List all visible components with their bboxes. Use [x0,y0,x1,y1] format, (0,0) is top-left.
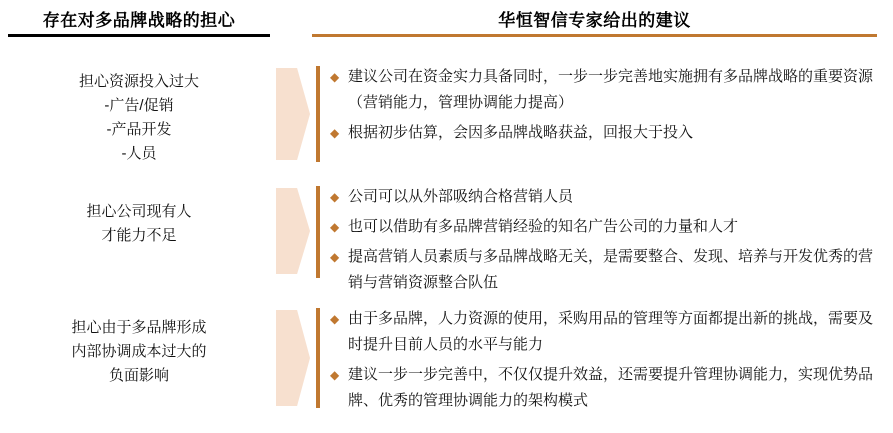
list-item [330,362,882,414]
arrow-icon [276,310,310,406]
content-row [0,58,893,174]
accent-bar [316,66,320,162]
diamond-bullet-icon: ◆ [330,70,340,84]
diamond-bullet-icon: ◆ [330,190,340,204]
advice-text: 根据初步估算，会因多品牌战略获益，回报大于投入 [348,124,694,141]
list-item [330,244,882,296]
list-item [330,120,882,146]
concern-text: 担心公司现有人 才能力不足 [86,203,192,244]
diamond-bullet-icon: ◆ [330,250,340,264]
arrow-icon [276,68,310,160]
concern-text: 担心由于多品牌形成 内部协调成本过大的 负面影响 [71,319,207,384]
content-row [0,300,893,425]
concern-text: 担心资源投入过大 -广告/促销 -产品开发 -人员 [78,73,199,162]
diamond-bullet-icon: ◆ [330,220,340,234]
content-row [0,180,893,291]
advice-text: 提高营销人员素质与多品牌战略无关，是需要整合、发现、培养与开发优秀的营销与营销资源整合队伍 [348,248,874,291]
advice-list [330,184,882,300]
advice-text: 公司可以从外部吸纳合格营销人员 [348,188,574,205]
list-item [330,64,882,116]
advice-text: 也可以借助有多品牌营销经验的知名广告公司的力量和人才 [348,218,739,235]
diamond-bullet-icon: ◆ [330,312,340,326]
advice-text: 建议公司在资金实力具备同时，一步一步完善地实施拥有多品牌战略的重要资源（营销能力，管理协调能力提高） [348,68,874,111]
list-item [330,184,882,210]
arrow-icon [276,188,310,274]
accent-bar [316,308,320,408]
list-item [330,306,882,358]
advice-list [330,306,882,418]
header-left-title: 存在对多品牌战略的担心 [42,11,236,30]
advice-text: 建议一步一步完善中，不仅仅提升效益，还需要提升管理协调能力，实现优势品牌、优秀的管理协调能力的架构模式 [348,366,874,409]
diamond-bullet-icon: ◆ [330,368,340,382]
list-item [330,214,882,240]
header-left-divider [8,34,270,37]
accent-bar [316,186,320,278]
advice-list [330,64,882,150]
diamond-bullet-icon: ◆ [330,126,340,140]
header-right-title: 华恒智信专家给出的建议 [498,11,691,30]
header-right-divider [312,34,877,37]
advice-text: 由于多品牌，人力资源的使用，采购用品的管理等方面都提出新的挑战，需要及时提升目前人员的水平与能力 [348,310,874,353]
